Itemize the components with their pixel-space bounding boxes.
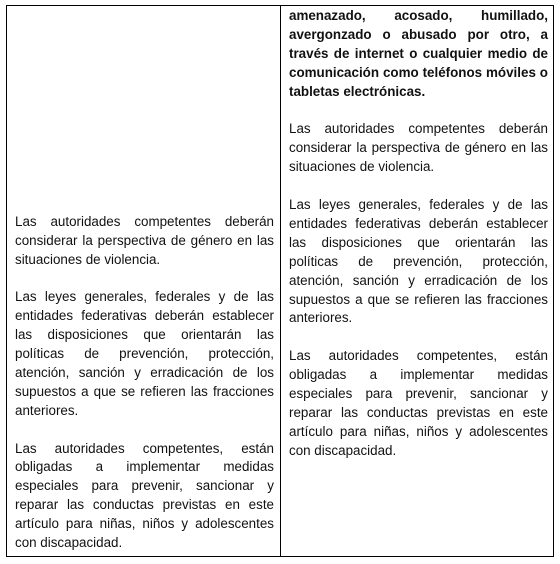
- right-paragraph-gender-perspective: Las autoridades competentes deberán considerar la perspectiva de género en las situaciones de violencia.: [289, 121, 548, 175]
- comparison-table: [6, 5, 554, 557]
- right-paragraph-bold-amendment: amenazado, acosado, humillado, avergonzado o abusado por otro, a través de internet o cualquier medio de comunicación como teléfonos móviles o tabletas electrónicas.: [289, 8, 548, 99]
- right-paragraph-laws-provisions: Las leyes generales, federales y de las entidades federativas deberán establecer las disposiciones que orientarán las políticas de prevención, protección, atención, sanción y erradicación de los supuestos a que se refieren las fracciones anteriores.: [289, 197, 548, 326]
- left-paragraph-laws-provisions: Las leyes generales, federales y de las entidades federativas deberán establecer las disposiciones que orientarán las políticas de prevención, protección, atención, sanción y erradicación de los supuestos a que se refieren las fracciones anteriores.: [15, 289, 274, 418]
- right-column: [281, 6, 553, 556]
- left-paragraph-disability-measures: Las autoridades competentes, están obligadas a implementar medidas especiales para prevenir, sancionar y reparar las conductas previstas en este artículo para niñas, niños y adolescentes con discapacidad.: [15, 440, 274, 551]
- left-column: [7, 6, 281, 556]
- right-paragraph-disability-measures: Las autoridades competentes, están obligadas a implementar medidas especiales para prevenir, sancionar y reparar las conductas previstas en este artículo para niñas, niños y adolescentes con discapacidad.: [289, 348, 548, 458]
- left-paragraph-gender-perspective: Las autoridades competentes deberán considerar la perspectiva de género en las situaciones de violencia.: [15, 213, 274, 267]
